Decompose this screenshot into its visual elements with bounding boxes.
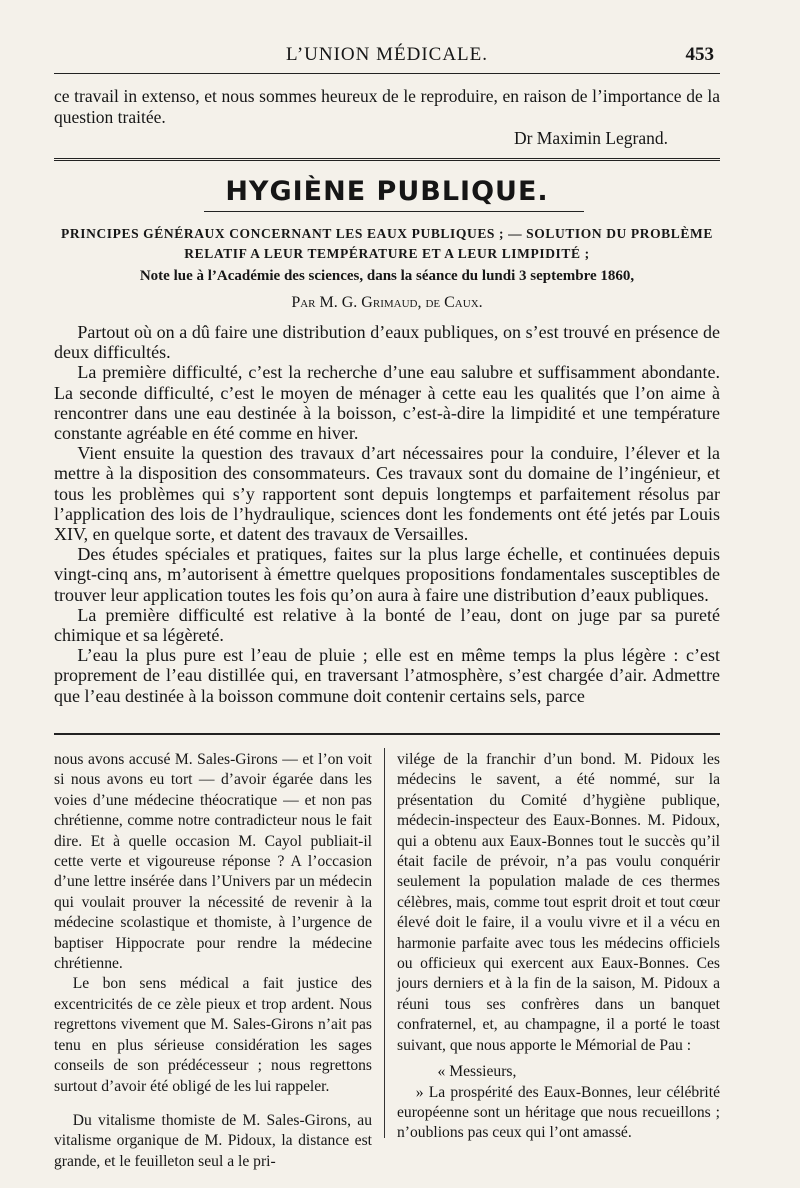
section-rule-top (54, 158, 720, 161)
page-number: 453 (685, 44, 714, 65)
journal-title: L’UNION MÉDICALE. (285, 44, 489, 65)
body-paragraph: La première difficulté est relative à la bonté de l’eau, dont on juge par sa pureté chimique et sa légèreté. (54, 604, 720, 646)
body-paragraph: La première difficulté, c’est la recherche d’une eau salubre et suffisamment abondante. La seconde difficulté, c’est le moyen de ménager à cette eau les qualités que l’on aime à rencontrer dans une eau destinée à la boisson, c’est-à-dire la limpidité et une température constante agréable en été comme en hiver. (54, 362, 720, 444)
running-header (54, 38, 720, 74)
article-note: Note lue à l’Académie des sciences, dans la séance du lundi 3 septembre 1860, (139, 268, 635, 284)
feuilleton-quote: » La prospérité des Eaux-Bonnes, leur célébrité européenne sont un héritage que nous recueillons ; n’oublions pas ceux qui l’ont amassé. (397, 1083, 720, 1142)
feuilleton-paragraph: nous avons accusé M. Sales-Girons — et l’on voit si nous avons eu tort — d’avoir égarée dans les voies d’une médecine théocratique — et non pas chrétienne, comme notre contradicteur nous le fait dire. Et à quelle occasion M. Cayol publiait-il cette verte et vigoureuse réponse ? A l’occasion d’une lettre insérée dans l’Univers par un médecin qui voulait prouver la nécessité de revenir à la médecine scolastique et thomiste, à l’urgence de baptiser Hippocrate pour rendre la médecine chrétienne. (54, 751, 372, 973)
feuilleton-rule (54, 733, 720, 735)
article-heading-line-2: RELATIF A LEUR TEMPÉRATURE ET A LEUR LIMPIDITÉ ; (184, 246, 590, 261)
section-title: HYGIÈNE PUBLIQUE. (225, 176, 549, 207)
column-divider (384, 748, 385, 1138)
body-paragraph: L’eau la plus pure est l’eau de pluie ; elle est en même temps la plus légère : c’est proprement de l’eau distillée qui, en traversant l’atmosphère, s’est chargée d’air. Admettre que l’eau destinée à la boisson commune doit contenir certains sels, parce (54, 645, 720, 706)
header-rule (54, 73, 720, 74)
feuilleton-paragraph: vilége de la franchir d’un bond. M. Pidoux les médecins le savent, a été nommé, sur la présentation du Comité d’hygiène publique, médecin-inspecteur des Eaux-Bonnes. M. Pidoux, qui a obtenu aux Eaux-Bonnes tout le succès qu’il était facile de prévoir, n’a pas voulu conquérir seulement la population malade de ces thermes célèbres, mais, comme tout esprit droit et tout cœur élevé doit le faire, il a voulu vivre et il a vécu en harmonie parfaite avec tous les médecins officiels ou officieux qui exercent aux Eaux-Bonnes. Ces jours derniers et à la fin de la saison, M. Pidoux a réuni tous ses confrères dans un banquet confraternel, et, au champagne, il a porté le toast suivant, que nous apporte le Mémorial de Pau : (397, 751, 720, 1054)
intro-paragraph (54, 86, 720, 128)
article-body (54, 322, 720, 706)
body-paragraph: Des études spéciales et pratiques, faites sur la plus large échelle, et continuées depuis vingt-cinq ans, m’autorisent à émettre quelques propositions fondamentales susceptibles de trouver leur application toutes les fois qu’on aura à faire une distribution d’eaux publiques. (54, 544, 720, 605)
body-paragraph: Partout où on a dû faire une distribution d’eaux publiques, on s’est trouvé en présence de deux difficultés. (54, 322, 720, 363)
section-title-underline (204, 211, 584, 212)
feuilleton-column-right (397, 750, 720, 1144)
article-author: Par M. G. Grimaud, de Caux. (291, 294, 483, 311)
feuilleton-quote: « Messieurs, (437, 1063, 517, 1081)
document-page (54, 0, 720, 1188)
body-paragraph: Vient ensuite la question des travaux d’art nécessaires pour la conduire, l’élever et la mettre à la disposition des consommateurs. Ces travaux sont du domaine de l’ingénieur, et tous les problèmes qui s’y rapportent sont depuis longtemps et parfaitement résolus par l’application des lois de l’hydraulique, sciences dont les fondements ont été jetés par Louis XIV, en quelque sorte, et datent des travaux de Versailles. (54, 443, 720, 545)
article-heading-line-1: PRINCIPES GÉNÉRAUX CONCERNANT LES EAUX PUBLIQUES ; — SOLUTION DU PROBLÈME (61, 226, 713, 241)
feuilleton-paragraph: Le bon sens médical a fait justice des excentricités de ce zèle pieux et trop ardent. Nous regrettons vivement que M. Sales-Girons n’ait pas tenu en plus sérieuse considération les sages conseils de son prédécesseur ; nous regrettons surtout d’avoir été obligé de les lui rappeler. (54, 975, 372, 1095)
signature: Dr Maximin Legrand. (513, 128, 668, 148)
feuilleton-paragraph: Du vitalisme thomiste de M. Sales-Girons, au vitalisme organique de M. Pidoux, la distance est grande, et le feuilleton seul a le pri- (54, 1111, 372, 1170)
intro-text: ce travail in extenso, et nous sommes heureux de le reproduire, en raison de l’importance de la question traitée. (54, 86, 720, 127)
feuilleton-column-left (54, 750, 372, 1172)
article-heading (54, 224, 720, 264)
